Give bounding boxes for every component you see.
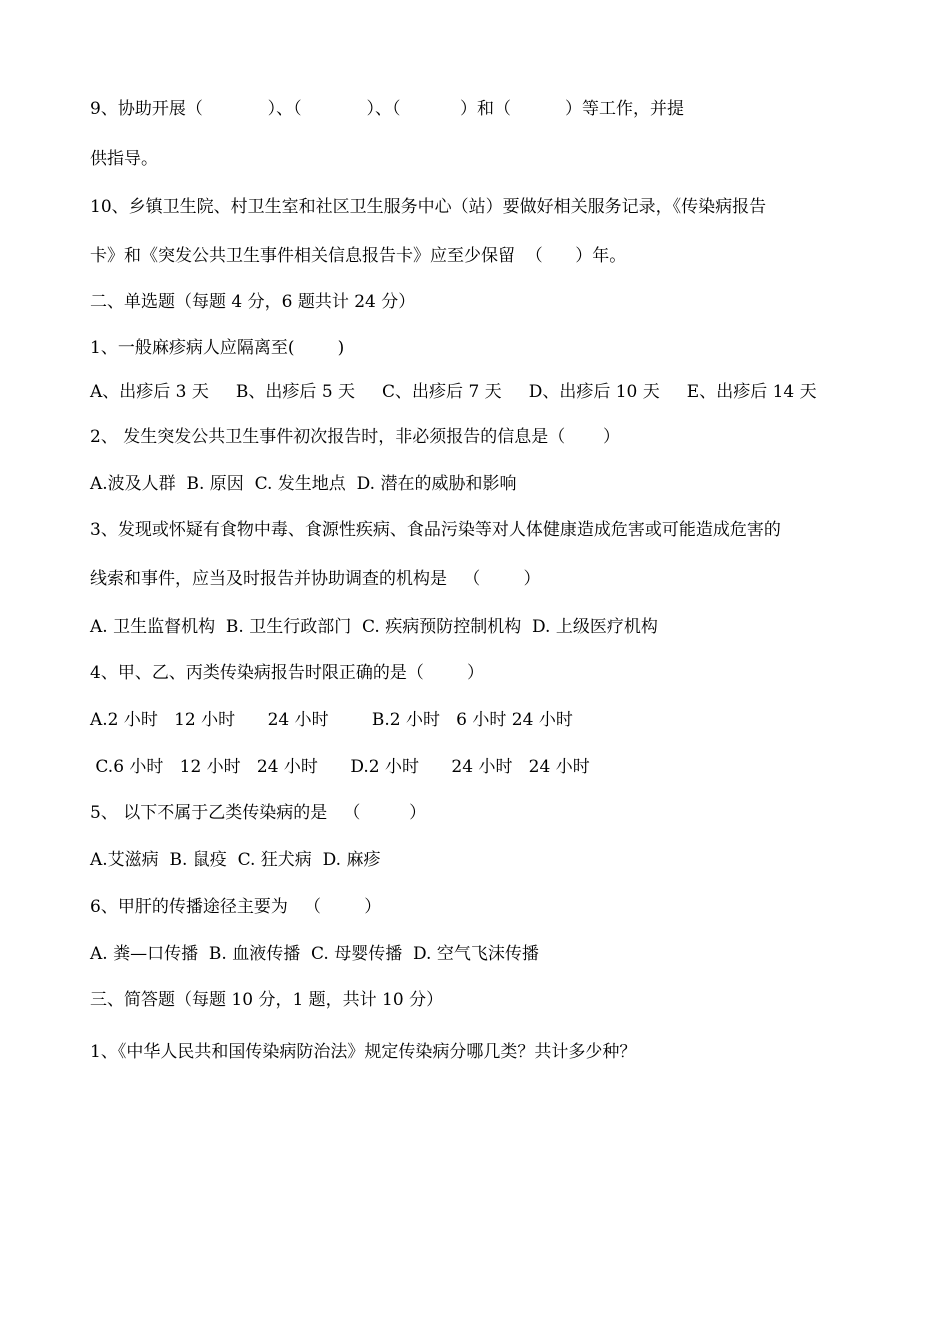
mc1-options: A、出疹后 3 天 B、出疹后 5 天 C、出疹后 7 天 D、出疹后 10 天 E、出疹后 14 天: [90, 382, 817, 402]
mc3-question-line-2: 线索和事件，应当及时报告并协助调查的机构是 （ ）: [90, 569, 541, 589]
mc4-options-cd: C.6 小时 12 小时 24 小时 D.2 小时 24 小时 24 小时: [90, 757, 590, 777]
mc2-question: 2、 发生突发公共卫生事件初次报告时，非必须报告的信息是（ ）: [90, 427, 621, 447]
mc4-question: 4、甲、乙、丙类传染病报告时限正确的是（ ）: [90, 663, 485, 683]
mc4-options-ab: A.2 小时 12 小时 24 小时 B.2 小时 6 小时 24 小时: [90, 710, 573, 730]
section-short-answer-heading: 三、简答题（每题 10 分，1 题，共计 10 分）: [90, 990, 444, 1010]
q9-line-2: 供指导。: [90, 149, 158, 169]
section-single-choice-heading: 二、单选题（每题 4 分，6 题共计 24 分）: [90, 292, 416, 312]
mc5-question: 5、 以下不属于乙类传染病的是 （ ）: [90, 803, 427, 823]
mc6-question: 6、甲肝的传播途径主要为 （ ）: [90, 897, 382, 917]
mc1-question: 1、一般麻疹病人应隔离至( ): [90, 338, 345, 358]
mc6-options: A. 粪—口传播 B. 血液传播 C. 母婴传播 D. 空气飞沫传播: [90, 944, 539, 964]
mc3-options: A. 卫生监督机构 B. 卫生行政部门 C. 疾病预防控制机构 D. 上级医疗机构: [90, 617, 658, 637]
q10-line-1: 10、乡镇卫生院、村卫生室和社区卫生服务中心（站）要做好相关服务记录，《传染病报告: [90, 197, 767, 217]
q10-line-2: 卡》和《突发公共卫生事件相关信息报告卡》应至少保留 （ ）年。: [90, 246, 627, 266]
mc3-question-line-1: 3、发现或怀疑有食物中毒、食源性疾病、食品污染等对人体健康造成危害或可能造成危害的: [90, 520, 781, 540]
mc5-options: A.艾滋病 B. 鼠疫 C. 狂犬病 D. 麻疹: [90, 850, 381, 870]
q9-line-1: 9、协助开展（ ）、（ ）、（ ）和（ ）等工作，并提: [90, 99, 684, 119]
mc2-options: A.波及人群 B. 原因 C. 发生地点 D. 潜在的威胁和影响: [90, 474, 517, 494]
sa1-question: 1、《中华人民共和国传染病防治法》规定传染病分哪几类？共计多少种？: [90, 1042, 637, 1062]
